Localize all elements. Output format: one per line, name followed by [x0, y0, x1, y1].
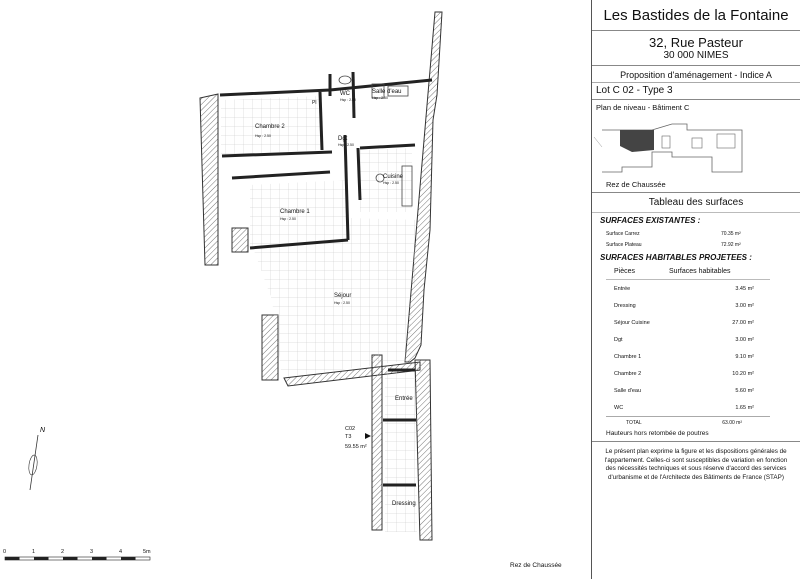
- total-value: 63.00 m²: [722, 420, 742, 426]
- room-wc-label: WC: [340, 91, 350, 97]
- apartment-type: T3: [345, 434, 352, 440]
- room-name: Séjour Cuisine: [614, 319, 650, 326]
- col-surfaces: Surfaces habitables: [669, 268, 731, 275]
- apartment-area: 59.55 m²: [345, 444, 367, 450]
- room-name: Chambre 2: [614, 370, 642, 377]
- floor-tiles: [221, 96, 418, 532]
- room-table-header: [606, 265, 770, 280]
- room-name: WC: [614, 404, 624, 411]
- room-surface: 27.00 m²: [732, 319, 754, 326]
- room-wc-height: Hsp : 2.50: [340, 98, 356, 102]
- room-name: Salle d'eau: [614, 387, 642, 394]
- room-chambre2-height: Hsp : 2.50: [255, 134, 271, 138]
- total-label: TOTAL: [626, 420, 642, 426]
- room-sejour-height: Hsp : 2.50: [334, 301, 350, 305]
- room-surface: 3.45 m²: [735, 285, 754, 292]
- title-block: [591, 0, 800, 579]
- room-surface: 3.00 m²: [735, 302, 754, 309]
- room-surface: 10.20 m²: [732, 370, 754, 377]
- north-label: N: [40, 427, 46, 434]
- room-cuisine-height: Hsp : 2.50: [383, 181, 399, 185]
- table-row: [592, 382, 800, 399]
- room-salle-eau-label: Salle d'eau: [372, 89, 402, 95]
- table-row: [592, 297, 800, 314]
- existing-value: 70.35 m²: [721, 231, 741, 237]
- room-name: Dgt: [614, 336, 623, 343]
- lot-label: Lot C 02 - Type 3: [592, 82, 800, 100]
- disclaimer-text: Le présent plan exprime la figure et les dispositions générales de l'appartement. Celles-ci sont susceptibles de variation en fonction des nécessités techniques et sous réserve d'accord des services d'urbanisme et de l'Architecte des Bâtiments de France (STAP): [604, 448, 788, 481]
- existing-row: [592, 228, 800, 239]
- room-dressing-label: Dressing: [392, 501, 416, 507]
- room-name: Chambre 1: [614, 353, 642, 360]
- room-name: Dressing: [614, 302, 636, 309]
- projected-heading: SURFACES HABITABLES PROJETEES :: [600, 253, 752, 262]
- address-street: 32, Rue Pasteur: [649, 35, 743, 50]
- north-arrow-icon: [28, 427, 46, 490]
- existing-heading: SURFACES EXISTANTES :: [600, 216, 701, 225]
- project-title: Les Bastides de la Fontaine: [592, 0, 800, 31]
- room-dgt-label: Dgt: [338, 136, 348, 142]
- room-surface: 5.60 m²: [735, 387, 754, 394]
- room-entree-label: Entrée: [395, 396, 413, 402]
- room-placard-label: Pl: [312, 100, 317, 106]
- table-row: [592, 399, 800, 416]
- room-chambre1-label: Chambre 1: [280, 209, 310, 215]
- entrance-arrow-icon: [365, 433, 371, 439]
- existing-row: [592, 239, 800, 250]
- address-city: 30 000 NIMES: [592, 50, 800, 66]
- room-chambre1-height: Hsp : 2.50: [280, 217, 296, 221]
- total-row: [606, 416, 770, 428]
- scale-bar: [3, 549, 151, 560]
- existing-value: 72.92 m²: [721, 242, 741, 248]
- room-surface: 3.00 m²: [735, 336, 754, 343]
- scale-label-1: 1: [32, 549, 36, 555]
- scale-label-0: 0: [3, 549, 7, 555]
- plan-footer-caption: Rez de Chaussée: [510, 562, 562, 569]
- heights-note: Hauteurs hors retombée de poutres: [592, 428, 800, 442]
- scale-label-2: 2: [61, 549, 65, 555]
- scale-label-3: 3: [90, 549, 94, 555]
- surface-table-title: Tableau des surfaces: [592, 193, 800, 213]
- proposition-label: Proposition d'aménagement - Indice A: [620, 70, 772, 80]
- apartment-code: C02: [345, 426, 356, 432]
- plan-level-label: Plan de niveau - Bâtiment C: [596, 103, 690, 112]
- room-dgt-height: Hsp : 2.50: [338, 143, 354, 147]
- table-row: [592, 331, 800, 348]
- key-plan-caption: Rez de Chaussée: [592, 180, 800, 193]
- scale-label-5m: 5m: [143, 549, 151, 555]
- room-salle-eau-height: Hsp : 2.50: [372, 96, 388, 100]
- table-row: [592, 365, 800, 382]
- col-rooms: Pièces: [614, 268, 636, 275]
- room-chambre2-label: Chambre 2: [255, 124, 285, 130]
- scale-label-4: 4: [119, 549, 123, 555]
- room-surface: 9.10 m²: [735, 353, 754, 360]
- room-sejour-label: Séjour: [334, 293, 352, 299]
- table-row: [592, 280, 800, 297]
- room-surface: 1.65 m²: [735, 404, 754, 411]
- existing-name: Surface Carrez: [606, 231, 640, 237]
- room-cuisine-label: Cuisine: [383, 174, 404, 180]
- key-plan: [592, 112, 800, 180]
- existing-name: Surface Plateau: [606, 242, 642, 248]
- table-row: [592, 314, 800, 331]
- key-plan-drawing: [592, 112, 800, 180]
- apartment-tag: [345, 426, 371, 450]
- table-row: [592, 348, 800, 365]
- room-name: Entrée: [614, 285, 631, 292]
